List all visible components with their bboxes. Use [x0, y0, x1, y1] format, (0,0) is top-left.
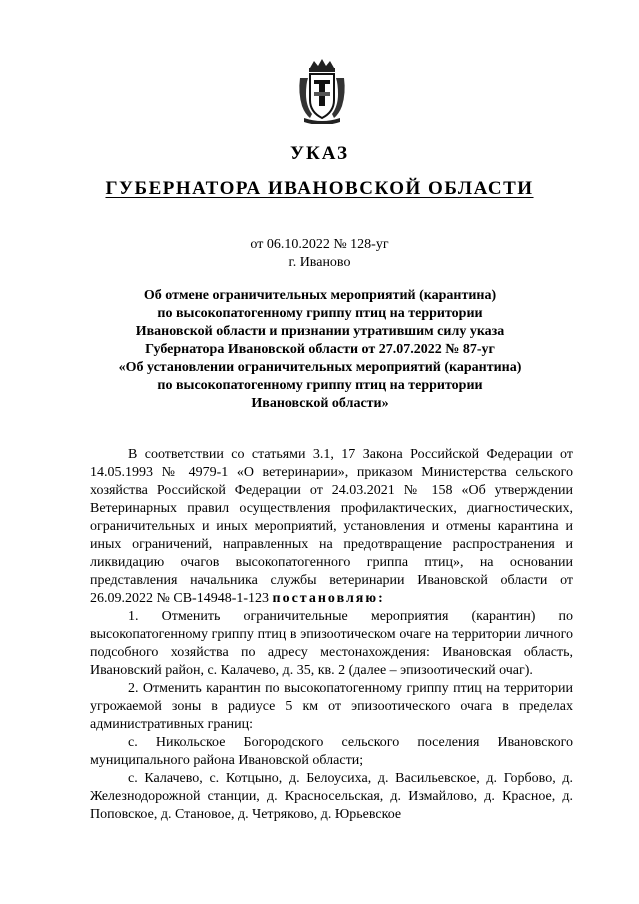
subject-line: по высокопатогенному гриппу птиц на территории	[157, 378, 483, 393]
date-number-line: от 06.10.2022 № 128-уг	[250, 237, 389, 252]
document-subject	[90, 287, 550, 413]
item-1-paragraph: 1. Отменить ограничительные мероприятия (карантин) по высокопатогенному гриппу птиц в эпизоотическом очаге на территории личного подсобного хозяйства по адресу местонахождения: Ивановская область, Ивановский район, с. Калачево, д. 35, кв. 2 (далее – эпизоотический очаг).	[90, 609, 573, 678]
subject-line: Ивановской области»	[251, 396, 389, 411]
item-2b-paragraph: с. Калачево, с. Котцыно, д. Белоусиха, д. Васильевское, д. Горбово, д. Железнодорожной станции, д. Красносельская, д. Измайлово, д. Красное, д. Поповское, д. Становое, д. Четряково, д. Юрьевское	[90, 771, 573, 822]
subject-line: по высокопатогенному гриппу птиц на территории	[157, 306, 483, 321]
issuer-title: ГУБЕРНАТОРА ИВАНОВСКОЙ ОБЛАСТИ	[105, 178, 534, 199]
decree-word: постановляю:	[272, 591, 385, 606]
subject-line: «Об установлении ограничительных мероприятий (карантина)	[118, 360, 522, 375]
coat-of-arms-icon	[296, 58, 348, 124]
city-line: г. Иваново	[288, 255, 351, 270]
date-block	[0, 236, 639, 272]
subject-line: Ивановской области и признании утратившим силу указа	[135, 324, 505, 339]
preamble-text: В соответствии со статьями 3.1, 17 Закона Российской Федерации от 14.05.1993 № 4979-1 «О ветеринарии», приказом Министерства сельского хозяйства Российской Федерации от 24.03.2021 № 158 «Об утверждении Ветеринарных правил осуществления профилактических, диагностических, ограничительных и иных мероприятий, установления и отмены карантина и иных ограничений, направленных на предотвращение распространения и ликвидацию очагов высокопатогенного гриппа птиц», на основании представления начальника службы ветеринарии Ивановской области от 26.09.2022 № СВ-14948-1-123	[90, 447, 573, 606]
item-2-paragraph: 2. Отменить карантин по высокопатогенному гриппу птиц на территории угрожаемой зоны в радиусе 5 км от эпизоотического очага в пределах административных границ:	[90, 681, 573, 732]
preamble-paragraph	[90, 446, 573, 608]
document-type-title: УКАЗ	[290, 143, 349, 164]
item-2a-paragraph: с. Никольское Богородского сельского поселения Ивановского муниципального района Ивановской области;	[90, 735, 573, 768]
subject-line: Об отмене ограничительных мероприятий (карантина)	[143, 288, 497, 303]
document-body	[90, 446, 573, 824]
subject-line: Губернатора Ивановской области от 27.07.2022 № 87-уг	[145, 342, 495, 357]
